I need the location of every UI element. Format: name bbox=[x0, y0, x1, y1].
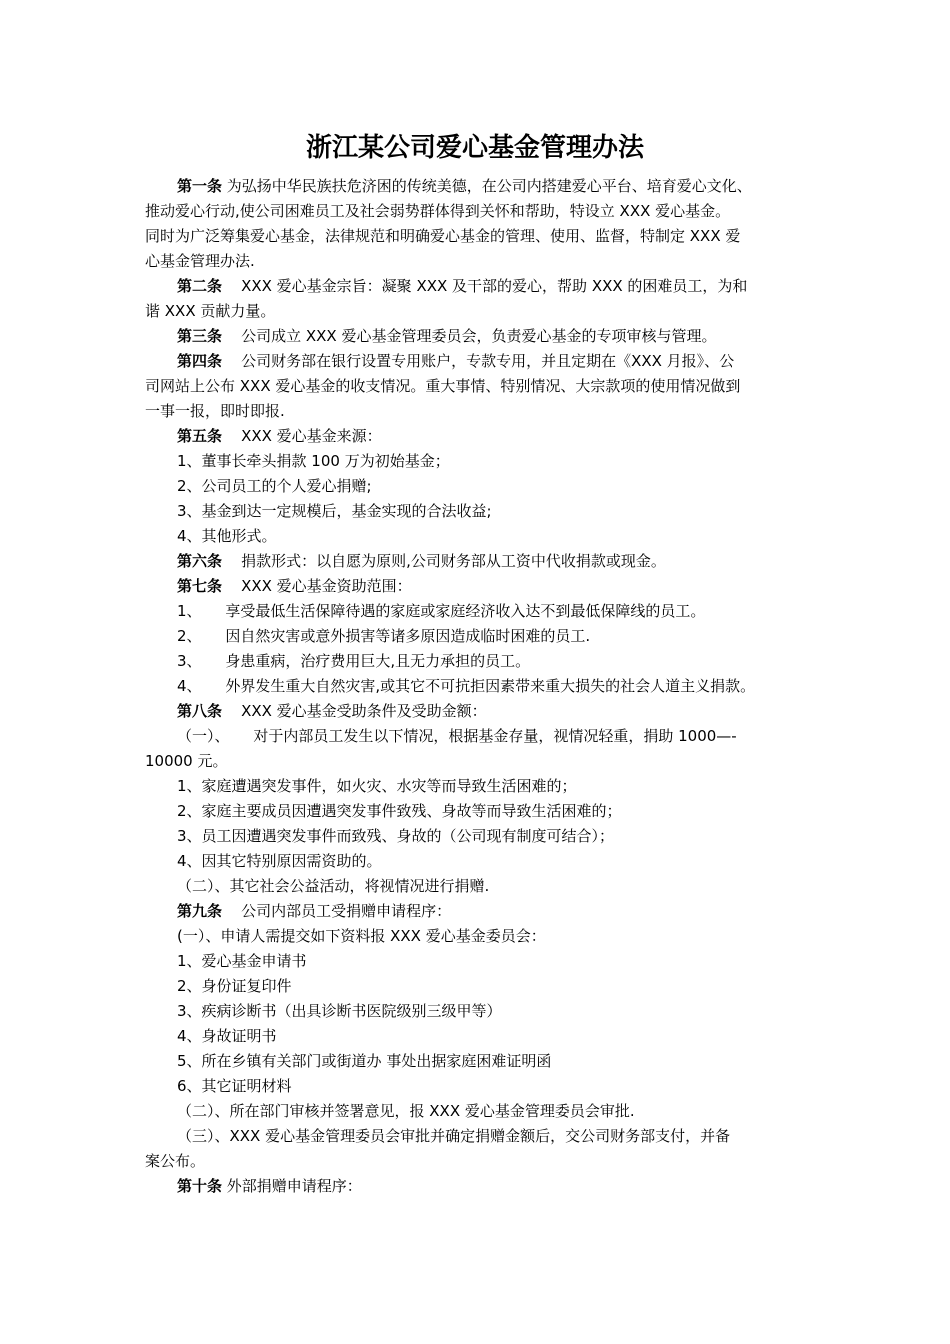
line-text: 3、疾病诊断书（出具诊断书医院级别三级甲等） bbox=[177, 1002, 502, 1020]
paragraph-line bbox=[145, 749, 813, 774]
line-text: 4、因其它特别原因需资助的。 bbox=[177, 852, 382, 870]
paragraph-line bbox=[145, 249, 813, 274]
line-text: 公司成立 XXX 爱心基金管理委员会，负责爱心基金的专项审核与管理。 bbox=[222, 327, 717, 345]
paragraph-line bbox=[145, 999, 813, 1024]
article-label: 第九条 bbox=[177, 902, 223, 920]
paragraph-line bbox=[145, 874, 813, 899]
line-text: 推动爱心行动,使公司困难员工及社会弱势群体得到关怀和帮助，特设立 XXX 爱心基金。 bbox=[145, 202, 731, 220]
line-text: 3、员工因遭遇突发事件而致残、身故的（公司现有制度可结合）； bbox=[177, 827, 615, 845]
document-title: 浙江某公司爱心基金管理办法 bbox=[305, 133, 644, 163]
line-text: 心基金管理办法. bbox=[145, 252, 255, 270]
line-text: （三）、XXX 爱心基金管理委员会审批并确定捐赠金额后，交公司财务部支付，并备 bbox=[177, 1127, 731, 1145]
article-label: 第二条 bbox=[177, 277, 223, 295]
line-text: 捐款形式：以自愿为原则,公司财务部从工资中代收捐款或现金。 bbox=[222, 552, 666, 570]
paragraph-line bbox=[145, 1074, 813, 1099]
line-text: 4、身故证明书 bbox=[177, 1027, 277, 1045]
paragraph-line bbox=[145, 724, 813, 749]
line-text: 司网站上公布 XXX 爱心基金的收支情况。重大事情、特别情况、大宗款项的使用情况做到 bbox=[145, 377, 741, 395]
paragraph-line bbox=[145, 949, 813, 974]
line-text: （二）、所在部门审核并签署意见，报 XXX 爱心基金管理委员会审批. bbox=[177, 1102, 635, 1120]
line-text: 3、 身患重病，治疗费用巨大,且无力承担的员工。 bbox=[177, 652, 531, 670]
line-text: 2、公司员工的个人爱心捐赠; bbox=[177, 477, 372, 495]
document-body bbox=[145, 174, 813, 1199]
line-text: 1、家庭遭遇突发事件，如火灾、水灾等而导致生活困难的； bbox=[177, 777, 577, 795]
paragraph-line bbox=[145, 174, 813, 199]
line-text: 5、所在乡镇有关部门或街道办 事处出据家庭困难证明函 bbox=[177, 1052, 552, 1070]
paragraph-line bbox=[145, 374, 813, 399]
line-text: 谐 XXX 贡献力量。 bbox=[145, 302, 276, 320]
article-label: 第七条 bbox=[177, 577, 223, 595]
paragraph-line bbox=[145, 649, 813, 674]
paragraph-line bbox=[145, 1174, 813, 1199]
line-text: 1、爱心基金申请书 bbox=[177, 952, 307, 970]
article-label: 第三条 bbox=[177, 327, 223, 345]
paragraph-line bbox=[145, 574, 813, 599]
paragraph-line bbox=[145, 499, 813, 524]
paragraph-line bbox=[145, 699, 813, 724]
paragraph-line bbox=[145, 274, 813, 299]
paragraph-line bbox=[145, 199, 813, 224]
paragraph-line bbox=[145, 1024, 813, 1049]
line-text: XXX 爱心基金受助条件及受助金额： bbox=[222, 702, 487, 720]
line-text: 为弘扬中华民族扶危济困的传统美德，在公司内搭建爱心平台、培育爱心文化、 bbox=[222, 177, 752, 195]
article-label: 第六条 bbox=[177, 552, 223, 570]
paragraph-line bbox=[145, 799, 813, 824]
paragraph-line bbox=[145, 674, 813, 699]
line-text: 3、基金到达一定规模后，基金实现的合法收益; bbox=[177, 502, 492, 520]
paragraph-line bbox=[145, 1049, 813, 1074]
line-text: （一）、 对于内部员工发生以下情况，根据基金存量，视情况轻重，捐助 1000—- bbox=[177, 727, 737, 745]
article-label: 第十条 bbox=[177, 1177, 223, 1195]
article-label: 第八条 bbox=[177, 702, 223, 720]
line-text: 案公布。 bbox=[145, 1152, 206, 1170]
paragraph-line bbox=[145, 1099, 813, 1124]
line-text: 10000 元。 bbox=[145, 752, 228, 770]
line-text: 公司财务部在银行设置专用账户，专款专用，并且定期在《XXX 月报》、公 bbox=[222, 352, 735, 370]
paragraph-line bbox=[145, 474, 813, 499]
paragraph-line bbox=[145, 399, 813, 424]
paragraph-line bbox=[145, 524, 813, 549]
paragraph-line bbox=[145, 349, 813, 374]
line-text: XXX 爱心基金来源： bbox=[222, 427, 382, 445]
paragraph-line bbox=[145, 449, 813, 474]
paragraph-line bbox=[145, 899, 813, 924]
article-label: 第五条 bbox=[177, 427, 223, 445]
line-text: 公司内部员工受捐赠申请程序： bbox=[222, 902, 452, 920]
article-label: 第一条 bbox=[177, 177, 223, 195]
article-label: 第四条 bbox=[177, 352, 223, 370]
line-text: 4、其他形式。 bbox=[177, 527, 277, 545]
paragraph-line bbox=[145, 299, 813, 324]
line-text: 同时为广泛筹集爱心基金，法律规范和明确爱心基金的管理、使用、监督，特制定 XXX 爱 bbox=[145, 227, 741, 245]
paragraph-line bbox=[145, 624, 813, 649]
line-text: 2、 因自然灾害或意外损害等诸多原因造成临时困难的员工. bbox=[177, 627, 591, 645]
line-text: （二）、其它社会公益活动，将视情况进行捐赠. bbox=[177, 877, 490, 895]
line-text: 2、家庭主要成员因遭遇突发事件致残、身故等而导致生活困难的； bbox=[177, 802, 622, 820]
line-text: 一事一报，即时即报. bbox=[145, 402, 285, 420]
paragraph-line bbox=[145, 549, 813, 574]
paragraph-line bbox=[145, 324, 813, 349]
line-text: 外部捐赠申请程序： bbox=[222, 1177, 362, 1195]
line-text: (一）、申请人需提交如下资料报 XXX 爱心基金委员会： bbox=[177, 927, 546, 945]
paragraph-line bbox=[145, 424, 813, 449]
paragraph-line bbox=[145, 224, 813, 249]
line-text: 2、身份证复印件 bbox=[177, 977, 292, 995]
line-text: 1、 享受最低生活保障待遇的家庭或家庭经济收入达不到最低保障线的员工。 bbox=[177, 602, 706, 620]
paragraph-line bbox=[145, 1124, 813, 1149]
line-text: XXX 爱心基金宗旨：凝聚 XXX 及干部的爱心，帮助 XXX 的困难员工，为和 bbox=[222, 277, 748, 295]
paragraph-line bbox=[145, 974, 813, 999]
paragraph-line bbox=[145, 824, 813, 849]
line-text: 1、董事长牵头捐款 100 万为初始基金； bbox=[177, 452, 450, 470]
paragraph-line bbox=[145, 849, 813, 874]
line-text: 6、其它证明材料 bbox=[177, 1077, 292, 1095]
line-text: 4、 外界发生重大自然灾害,或其它不可抗拒因素带来重大损失的社会人道主义捐款。 bbox=[177, 677, 756, 695]
paragraph-line bbox=[145, 599, 813, 624]
line-text: XXX 爱心基金资助范围： bbox=[222, 577, 412, 595]
paragraph-line bbox=[145, 1149, 813, 1174]
paragraph-line bbox=[145, 924, 813, 949]
paragraph-line bbox=[145, 774, 813, 799]
